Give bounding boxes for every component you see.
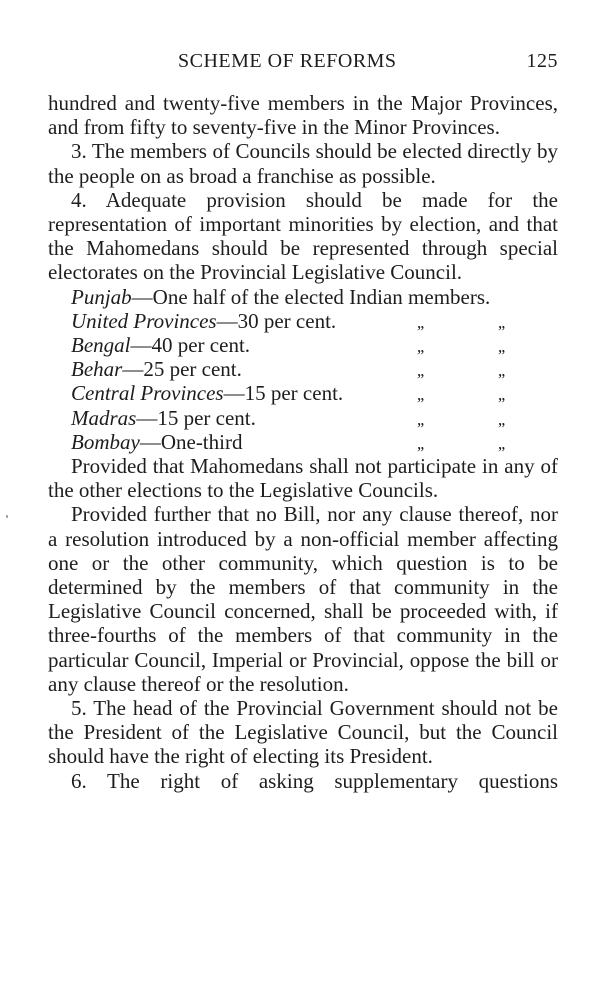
- representation-table: [48, 285, 558, 454]
- ditto-mark: ,,: [417, 337, 424, 356]
- province-name: Madras—15 per cent.: [71, 405, 256, 430]
- allocation-row-behar: [48, 357, 558, 381]
- paragraph-item-5: 5. The head of the Provincial Government should not be the President of the Legislative Council, but the Council should have the right of electing its President.: [48, 695, 558, 769]
- paragraph-continuation: hundred and twenty-five members in the Major Provinces, and from fifty to seventy-five in the Minor Provinces.: [48, 91, 558, 140]
- further-proviso-paragraph: Provided further that no Bill, nor any clause thereof, nor a resolution introduced by a non-official member affecting one or the other community, which question is to be determined by the members of that community in the Legislative Council concerned, shall be proceeded with, if three-fourths of the members of that community in the particular Council, Imperial or Provincial, oppose the bill or any clause thereof or the resolution.: [48, 502, 558, 696]
- ditto-mark: ,,: [498, 312, 505, 332]
- province-name: Bombay—One-third: [71, 429, 243, 454]
- ditto-mark: ,,: [417, 312, 424, 332]
- ditto-mark: ,,: [417, 385, 424, 405]
- paper-speck: [6, 515, 8, 518]
- paragraph-item-3: 3. The members of Councils should be elected directly by the people on as broad a franchise as possible.: [48, 139, 558, 188]
- province-share: —30 per cent.: [216, 308, 337, 333]
- ditto-mark: ,,: [498, 361, 505, 381]
- province-share: —15 per cent.: [136, 405, 256, 430]
- allocation-row-united-provinces: [48, 309, 558, 333]
- running-title: SCHEME OF REFORMS: [178, 50, 397, 72]
- province-name: Central Provinces—15 per cent.: [71, 381, 344, 406]
- allocation-row-central-provinces: [48, 381, 558, 405]
- allocation-row-punjab: [48, 285, 558, 309]
- ditto-mark: ,,: [498, 409, 505, 429]
- province-share: —15 per cent.: [223, 381, 344, 406]
- province-name: Punjab—One half of the elected Indian members.: [71, 284, 491, 309]
- province-share: —40 per cent.: [130, 333, 251, 357]
- province-share: —25 per cent.: [122, 357, 242, 382]
- ditto-mark: ,,: [498, 385, 505, 405]
- province-share: —One-third: [139, 429, 243, 454]
- province-name: Behar—25 per cent.: [71, 357, 242, 382]
- ditto-mark: ,,: [498, 337, 505, 356]
- ditto-mark: ,,: [498, 433, 505, 453]
- allocation-row-madras: [48, 406, 558, 430]
- ditto-mark: ,,: [417, 433, 424, 453]
- paragraph-item-4: 4. Adequate provision should be made for the representation of important minorities by election, and that the Mahomedans should be represented through special electorates on the Provincial Legislative Council.: [48, 187, 558, 285]
- paragraph-item-6: 6. The right of asking supplementary questions: [71, 768, 558, 793]
- proviso-paragraph: Provided that Mahomedans shall not participate in any of the other elections to the Legislative Councils.: [48, 453, 558, 503]
- allocation-row-bombay: [48, 430, 558, 454]
- province-name: Bengal—40 per cent.: [71, 333, 251, 357]
- page-number: 125: [526, 50, 558, 72]
- ditto-mark: ,,: [417, 409, 424, 429]
- province-name: United Provinces—30 per cent.: [71, 308, 337, 333]
- province-share: —One half of the elected Indian members.: [131, 284, 491, 309]
- page-header: [48, 50, 558, 80]
- ditto-mark: ,,: [417, 361, 424, 381]
- allocation-row-bengal: [48, 333, 558, 357]
- body-text: [48, 91, 558, 793]
